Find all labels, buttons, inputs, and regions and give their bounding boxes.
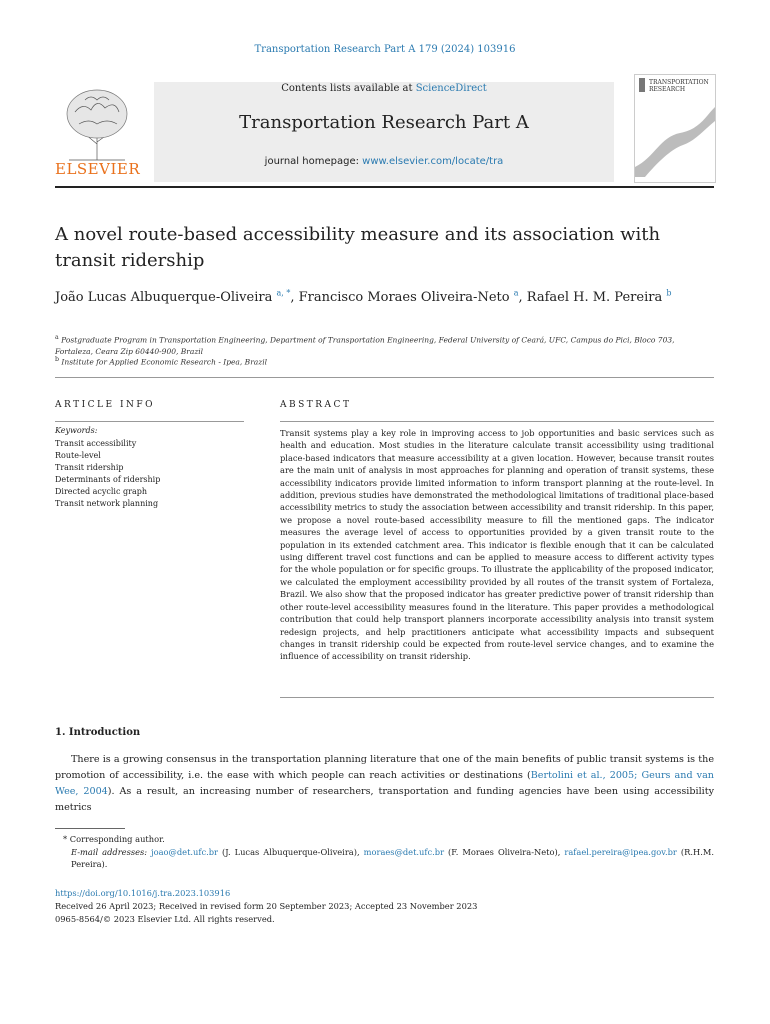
keyword: Transit network planning (55, 499, 159, 508)
abstract-text: Transit systems play a key role in improving access to job opportunities and basic services such as health and education. Most studies in the literature calculate transit accessibility using traditional place-based indicators that measure accessibility at a given location. However, because transit routes are the main unit of analysis in most approaches for planning and operation of transit systems, these accessibility indicators provide limited information to inform transport planning at the route-level. In addition, previous studies have demonstrated the methodological limitations of traditional place-based accessibility metrics to study the association between accessibility and transit ridership. In this paper, we propose a novel route-based accessibility measure to fill the mentioned gaps. The indicator measures the average level of access to opportunities provided by a given transit route to the population in its extended catchment area. This indicator is flexible enough that it can be calculated using different travel cost functions and can be applied to measure access to different activity types for the whole population or for specific groups. To illustrate the applicability of the proposed indicator, we calculated the employment accessibility provided by all routes of the transit system of Fortaleza, Brazil. We also show that the proposed indicator has greater predictive power of transit ridership than other route-level accessibility measures found in the literature. This paper provides a methodological contribution that could help transport planners incorporate accessibility analysis into transit system redesign projects, and help practitioners anticipate what accessibility impacts and subsequent changes in transit ridership could be expected from route-level service changes, and to examine the influence of accessibility on transit ridership. (280, 428, 714, 662)
email-addresses: E-mail addresses: joao@det.ufc.br (J. Lucas Albuquerque-Oliveira), moraes@det.ufc.br (F. Moraes Oliveira-Neto), rafael.pereira@ipea.gov.br (R.H.M. Pereira). (71, 846, 714, 869)
keyword: Transit ridership (55, 463, 124, 472)
journal-name: Transportation Research Part A (239, 112, 529, 133)
elsevier-logo (55, 82, 139, 182)
email-link-1[interactable]: joao@det.ufc.br (151, 846, 219, 857)
affiliation-a: $^a$ Postgraduate Program in Transportation Engineering, Department of Transportation Engineering, Federal University of Ceará, UFC, Campus do Pici, Bloco 703, Fortaleza, Ceara Zip 60440-900, Brazil (55, 334, 675, 356)
journal-citation[interactable]: Transportation Research Part A 179 (2024) 103916 (254, 44, 516, 55)
publisher-name: ELSEVIER (55, 160, 141, 178)
keyword: Transit accessibility (55, 439, 137, 448)
abstract-rule (280, 421, 714, 422)
received-dates: Received 26 April 2023; Received in revised form 20 September 2023; Accepted 23 November 2023 (55, 901, 478, 911)
abstract-bottom-rule (280, 697, 714, 698)
header-divider (55, 186, 714, 188)
citation-link[interactable]: Bertolini et al., 2005; Geurs and van Wee, 2004 (55, 770, 714, 797)
email-link-2[interactable]: moraes@det.ufc.br (363, 846, 445, 857)
article-info-heading: ARTICLE INFO (55, 400, 156, 410)
article-meta (55, 887, 714, 926)
article-info-rule (55, 421, 244, 422)
footnotes (55, 833, 714, 871)
doi-link[interactable]: https://doi.org/10.1016/j.tra.2023.103916 (55, 888, 231, 898)
author-1-affil[interactable]: a, * (276, 289, 291, 298)
author-1: João Lucas Albuquerque-Oliveira $^{a, *}$, (55, 289, 299, 306)
abstract-heading: ABSTRACT (280, 400, 352, 410)
contents-line: Contents lists available at ScienceDirect (281, 83, 487, 94)
keywords-list (55, 438, 160, 510)
footnote-rule (55, 828, 125, 829)
sciencedirect-link[interactable]: ScienceDirect (415, 83, 487, 94)
affiliation-divider (55, 377, 714, 378)
keywords-label: Keywords: (55, 426, 98, 435)
section-heading-introduction: 1. Introduction (55, 727, 141, 738)
cover-title-line2: RESEARCH (649, 86, 686, 93)
author-2: Francisco Moraes Oliveira-Neto $^a$, (298, 289, 527, 306)
author-3: Rafael H. M. Pereira $^b$ (526, 289, 672, 306)
author-list (55, 284, 695, 307)
email-link-3[interactable]: rafael.pereira@ipea.gov.br (564, 846, 677, 857)
journal-cover (634, 74, 716, 183)
intro-paragraph: There is a growing consensus in the transportation planning literature that one of the main benefits of public transit systems is the promotion of accessibility, i.e. the ease with which people can reach activities or destinations (Bertolini et al., 2005; Geurs and van Wee, 2004). As a result, an increasing number of researchers, transportation and funding agencies have been using accessibility metrics (55, 754, 714, 813)
keyword: Directed acyclic graph (55, 487, 148, 496)
cover-road-image (635, 97, 715, 177)
author-2-affil[interactable]: a (513, 289, 519, 298)
corresponding-author-note: * Corresponding author. (63, 834, 165, 844)
affiliation-b: $^b$ Institute for Applied Economic Research - Ipea, Brazil (55, 356, 267, 367)
author-3-affil[interactable]: b (666, 289, 672, 298)
cover-band (639, 78, 645, 92)
journal-homepage: journal homepage: www.elsevier.com/locate/tra (264, 156, 504, 167)
keyword: Determinants of ridership (55, 475, 161, 484)
homepage-link[interactable]: www.elsevier.com/locate/tra (362, 156, 504, 167)
copyright: 0965-8564/© 2023 Elsevier Ltd. All rights reserved. (55, 914, 275, 924)
cover-title-line1: TRANSPORTATION (649, 79, 709, 86)
keyword: Route-level (55, 451, 101, 460)
article-title: A novel route-based accessibility measure and its association with transit ridership (55, 224, 661, 271)
